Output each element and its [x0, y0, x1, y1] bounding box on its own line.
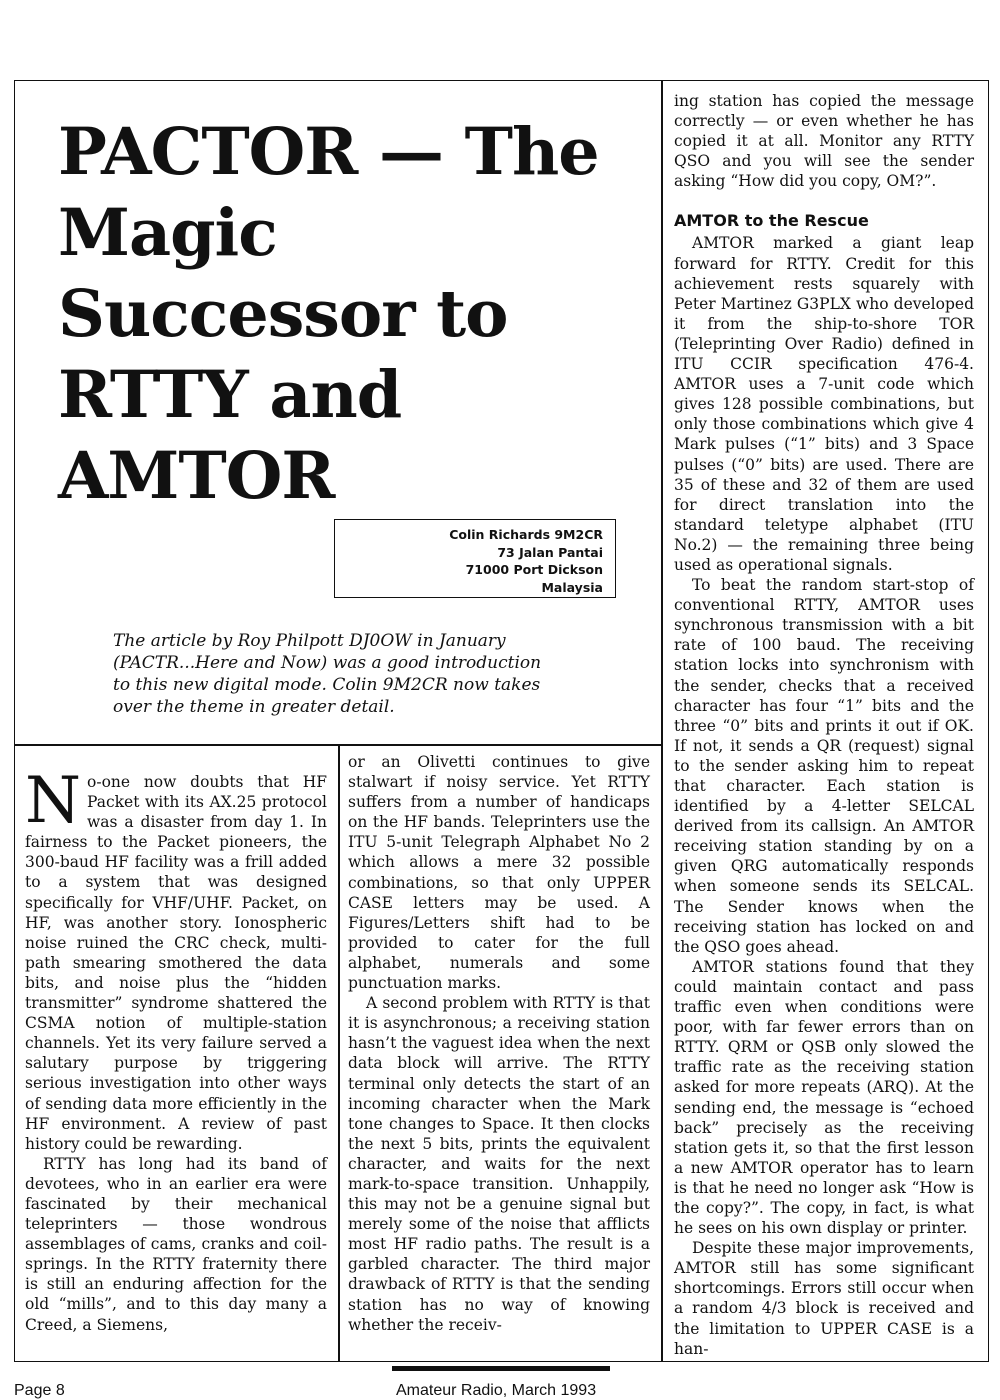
body-column-2	[348, 752, 650, 1335]
standfirst	[113, 630, 593, 718]
body-column-3	[674, 91, 974, 1359]
title-line: Successor to	[58, 276, 508, 352]
title-line: PACTOR — The	[58, 114, 599, 190]
page-number: Page 8	[14, 1382, 65, 1399]
section-heading: AMTOR to the Rescue	[674, 211, 869, 231]
footer-rule	[392, 1366, 610, 1371]
author-name: Colin Richards 9M2CR	[449, 527, 603, 542]
body-paragraph: To beat the random start-stop of conventional RTTY, AMTOR uses synchronous transmission with a bit rate of 100 baud. The receiving station locks into synchronism with the sender, checks that a received character has four “1” bits and the three “0” bits and prints it out if OK. If not, it sends a QR (request) signal to the sender asking him to repeat that character. Each station is identified by a 4-letter SELCAL derived from its callsign. An AMTOR receiving station standing by on a given QRG automatically responds when someone sends its SELCAL. The Sender knows when the receiving station has locked on and the QSO goes ahead.	[674, 576, 974, 956]
body-paragraph: A second problem with RTTY is that it is asynchronous; a receiving station hasn’t the vaguest idea when the next data block will arrive. The RTTY terminal only detects the start of an incoming character when the Mark tone changes to Space. It then clocks the next 5 bits, prints the equivalent character, and waits for the next mark-to-space transition. Unhappily, this may not be a genuine signal but merely some of the noise that afflicts most HF radio paths. The result is a garbled character. The third major drawback of RTTY is that the sending station has no way of knowing whether the receiv-	[348, 994, 650, 1334]
author-city: 71000 Port Dickson	[465, 562, 603, 577]
body-column-1	[25, 764, 327, 1335]
body-paragraph: or an Olivetti continues to give stalwart if noisy service. Yet RTTY suffers from a number of handicaps on the HF bands. Teleprinters use the ITU 5-unit Telegraph Alphabet No 2 which allows a mere 32 possible combinations, so that only UPPER CASE letters may be used. A Figures/Letters shift had to be provided to cater for the full alphabet, numerals and some punctuation marks.	[348, 753, 650, 993]
author-address-box	[334, 519, 616, 598]
header-divider	[14, 744, 662, 746]
body-paragraph	[25, 764, 327, 1154]
column-divider-right	[661, 80, 663, 1362]
title-line: AMTOR	[58, 438, 335, 514]
standfirst-line: over the theme in greater detail.	[113, 697, 395, 717]
body-paragraph: AMTOR stations found that they could maintain contact and pass traffic even when conditions were poor, with far fewer errors than on RTTY. QRM or QSB only slowed the traffic rate as the receiving station asked for more repeats (ARQ). At the sending end, the message is “echoed back” precisely as the receiving station gets it, so that the first lesson a new AMTOR operator has to learn is that he need no longer ask “How is the copy?”. The copy, in fact, is what he sees on his own display or printer.	[674, 957, 974, 1238]
body-paragraph: RTTY has long had its band of devotees, who in an earlier era were fascinated by their mechanical teleprinters — those wondrous assemblages of cams, cranks and coil-springs. In the RTTY fraternity there is still an enduring affection for the old “mills”, and to this day many a Creed, a Siemens,	[25, 1154, 327, 1334]
body-paragraph: Despite these major improvements, AMTOR still has some significant shortcomings. Errors still occur when a random 4/3 block is received and the limitation to UPPER CASE is a han-	[674, 1239, 974, 1358]
standfirst-line: The article by Roy Philpott DJ0OW in January	[113, 631, 506, 651]
drop-cap: N	[25, 764, 81, 838]
article-title	[58, 112, 648, 517]
standfirst-line: (PACTR...Here and Now) was a good introduction	[113, 653, 542, 673]
author-country: Malaysia	[541, 579, 603, 595]
standfirst-line: to this new digital mode. Colin 9M2CR now takes	[113, 675, 541, 695]
author-street: 73 Jalan Pantai	[497, 544, 603, 560]
paragraph-text: o-one now doubts that HF Packet with its AX.25 protocol was a disaster from day 1. In fairness to the Packet pioneers, the 300-baud HF facility was a frill added to a system that was designed specifically for VHF/UHF. Packet, on HF, was another story. Ionospheric noise ruined the CRC check, multi-path smearing smothered the data bits, and noise plus the “hidden transmitter” syndrome shattered the CSMA notion of multiple-station channels. Yet its very failure served a salutary purpose by triggering serious investigation into other ways of sending data more efficiently in the HF environment. A review of past history could be rewarding.	[25, 773, 327, 1153]
body-paragraph: ing station has copied the message correctly — or even whether he has copied it at all. Monitor any RTTY QSO and you will see the sender asking “How did you copy, OM?”.	[674, 92, 974, 191]
body-paragraph: AMTOR marked a giant leap forward for RTTY. Credit for this achievement rests squarely with Peter Martinez G3PLX who developed it from the ship-to-shore TOR (Teleprinting Over Radio) defined in ITU CCIR specification 476-4. AMTOR uses a 7-unit code which gives 128 possible combinations, but only those combinations which give 4 Mark pulses (“1” bits) and 3 Space pulses (“0” bits) are used. There are 35 of these and 32 of them are used for direct translation into the standard teletype alphabet (ITU No.2) — the remaining three being used as operational signals.	[674, 234, 974, 574]
magazine-issue: Amateur Radio, March 1993	[396, 1382, 597, 1399]
title-line: Magic	[58, 195, 277, 271]
column-divider-left	[338, 744, 340, 1362]
title-line: RTTY and	[58, 357, 402, 433]
